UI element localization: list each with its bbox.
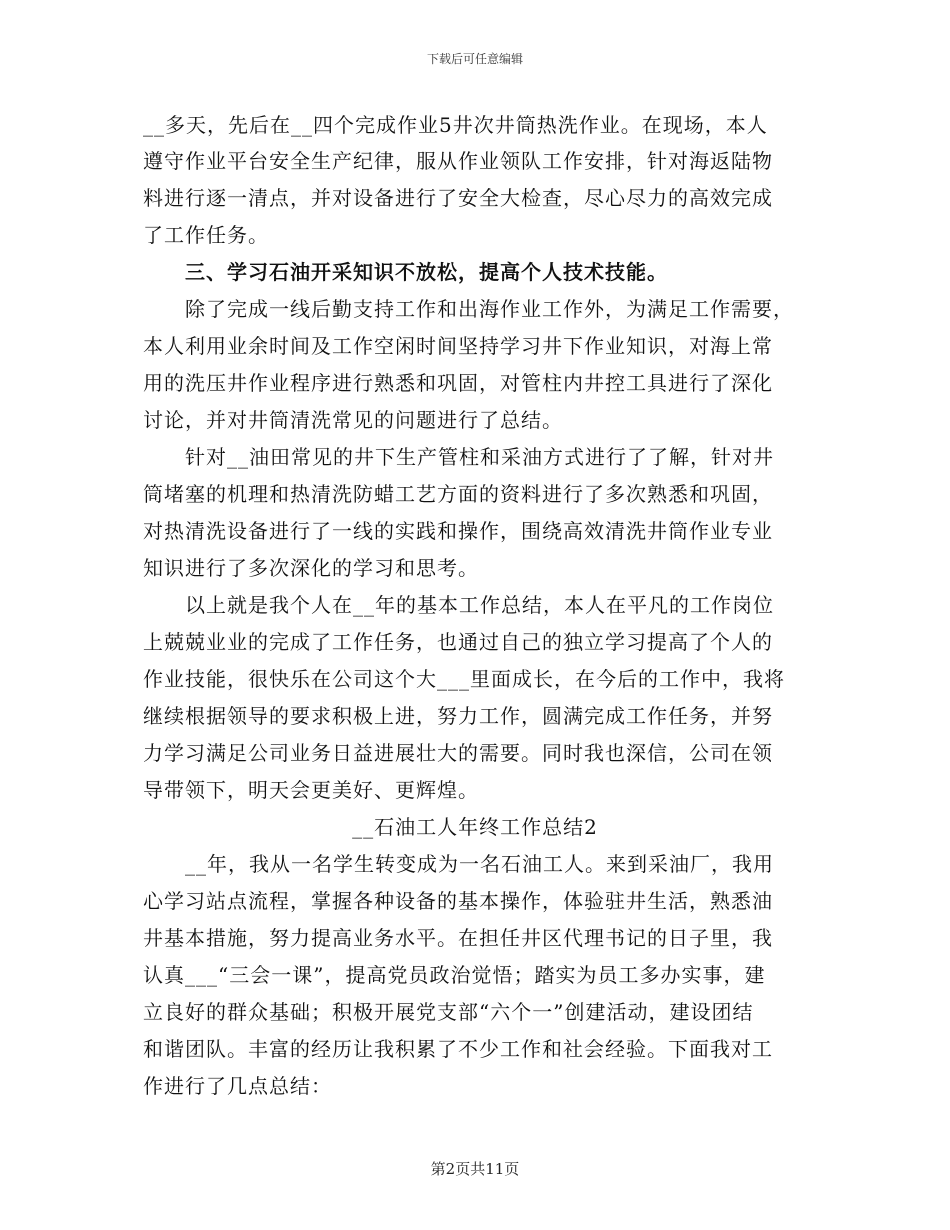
paragraph-line: 继续根据领导的要求积极上进，努力工作，圆满完成工作任务，并努 xyxy=(143,704,773,728)
paragraph-line: 作进行了几点总结： xyxy=(143,1074,332,1098)
paragraph-line: 本人利用业余时间及工作空闲时间坚持学习井下作业知识，对海上常 xyxy=(143,334,773,358)
paragraph-line: 讨论，并对井筒清洗常见的问题进行了总结。 xyxy=(143,408,563,432)
paragraph-line: 立良好的群众基础；积极开展党支部“六个一”创建活动，建设团结 xyxy=(143,1000,754,1024)
paragraph-line: __多天，先后在__四个完成作业5井次井筒热洗作业。在现场，本人 xyxy=(143,113,768,137)
paragraph-line: 导带领下，明天会更美好、更辉煌。 xyxy=(143,778,479,802)
paragraph-line: 遵守作业平台安全生产纪律，服从作业领队工作安排，针对海返陆物 xyxy=(143,149,773,173)
paragraph-line: 用的洗压井作业程序进行熟悉和巩固，对管柱内井控工具进行了深化 xyxy=(143,371,773,395)
paragraph-line: 心学习站点流程，掌握各种设备的基本操作，体验驻井生活，熟悉油 xyxy=(143,889,773,913)
paragraph-line: 对热清洗设备进行了一线的实践和操作，围绕高效清洗井筒作业专业 xyxy=(143,519,773,543)
paragraph-line: 上兢兢业业的完成了工作任务，也通过自己的独立学习提高了个人的 xyxy=(143,630,773,654)
paragraph-line: 和谐团队。丰富的经历让我积累了不少工作和社会经验。下面我对工 xyxy=(143,1037,773,1061)
paragraph-line: 以上就是我个人在__年的基本工作总结，本人在平凡的工作岗位 xyxy=(185,593,774,617)
paragraph-line: 作业技能，很快乐在公司这个大___里面成长，在今后的工作中，我将 xyxy=(143,667,785,691)
paragraph-line: 料进行逐一清点，并对设备进行了安全大检查，尽心尽力的高效完成 xyxy=(143,186,773,210)
paragraph-line: 除了完成一线后勤支持工作和出海作业工作外，为满足工作需要， xyxy=(185,297,794,321)
document-title: __石油工人年终工作总结2 xyxy=(352,815,598,839)
paragraph-line: 井基本措施，努力提高业务水平。在担任井区代理书记的日子里，我 xyxy=(143,926,773,950)
paragraph-line: 认真___“三会一课”，提高党员政治觉悟；踏实为员工多办实事，建 xyxy=(143,963,766,987)
section-heading: 三、学习石油开采知识不放松，提高个人技术技能。 xyxy=(185,260,668,284)
paragraph-line: 力学习满足公司业务日益进展壮大的需要。同时我也深信，公司在领 xyxy=(143,741,773,765)
page-number: 第2页共11页 xyxy=(430,1160,520,1178)
paragraph-line: 筒堵塞的机理和热清洗防蜡工艺方面的资料进行了多次熟悉和巩固， xyxy=(143,482,773,506)
paragraph-line: 知识进行了多次深化的学习和思考。 xyxy=(143,556,479,580)
page-header: 下载后可任意编辑 xyxy=(426,52,523,66)
paragraph-line: 了工作任务。 xyxy=(143,223,269,247)
paragraph-line: __年，我从一名学生转变成为一名石油工人。来到采油厂，我用 xyxy=(185,852,774,876)
paragraph-line: 针对__油田常见的井下生产管柱和采油方式进行了了解，针对井 xyxy=(185,445,774,469)
